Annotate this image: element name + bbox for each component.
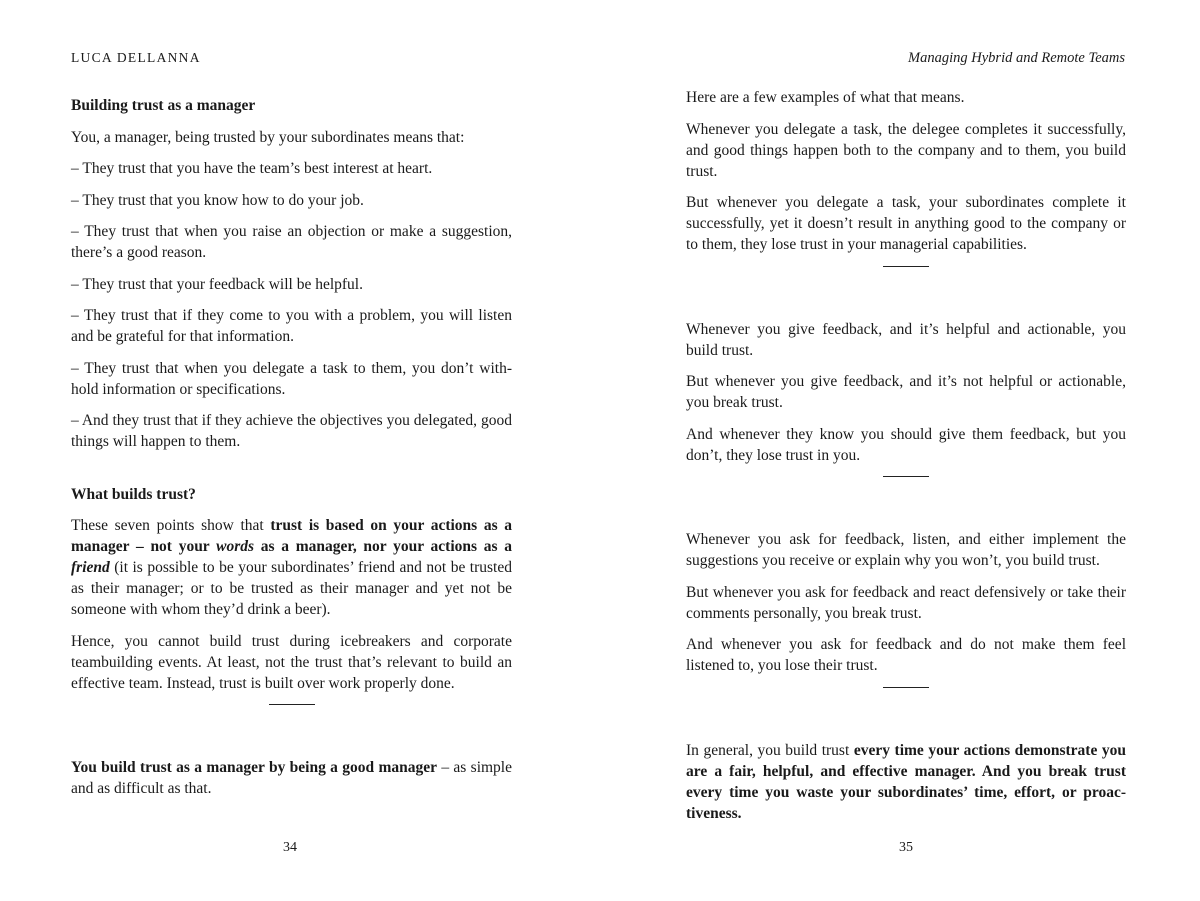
page-number: 35	[899, 840, 913, 855]
section-heading: What builds trust?	[71, 485, 196, 503]
trust-point: – And they trust that if they achieve the objectives you delegated, good things will happen to them.	[71, 412, 512, 450]
trust-point: – They trust that you have the team’s best interest at heart.	[71, 160, 433, 177]
body-paragraph: Here are a few examples of what that means.	[686, 89, 965, 106]
trust-point: – They trust that you know how to do your job.	[71, 191, 364, 209]
running-head-title: Managing Hybrid and Remote Teams	[908, 50, 1125, 66]
trust-point: – They trust that when you delegate a task to them, you don’t with-hold information or specifications.	[71, 359, 512, 398]
left-page-body	[71, 95, 512, 810]
trust-point: – They trust that if they come to you with a problem, you will listen and be grateful for that information.	[71, 307, 512, 345]
body-paragraph: Whenever you ask for feedback, listen, and either implement the suggestions you receive or explain why you won’t, you build trust.	[686, 531, 1126, 569]
section-divider	[883, 266, 929, 267]
body-paragraph: But whenever you give feedback, and it’s not helpful or actionable, you break trust.	[686, 373, 1126, 411]
body-paragraph: And whenever they know you should give them feedback, but you don’t, they lose trust in you.	[686, 425, 1126, 464]
section-divider	[269, 704, 315, 705]
right-page-body	[686, 87, 1126, 834]
body-paragraph: Whenever you delegate a task, the delegee completes it successfully, and good things happen both to the company and to them, you build trust.	[686, 120, 1126, 180]
page-number: 34	[283, 840, 297, 855]
right-page	[600, 0, 1200, 901]
body-paragraph: Hence, you cannot build trust during icebreakers and corporate teambuilding events. At least, not the trust that’s relevant to build an effective team. Instead, trust is built over work properly done.	[71, 632, 512, 692]
body-paragraph: These seven points show that trust is based on your actions as a manager – not your words as a manager, nor your actions as a friend (it is possible to be your subordinates’ friend and not be trusted as their manager; or to be trusted as their manager and yet not be someone with whom they’d drink a beer).	[71, 517, 513, 618]
section-heading: Building trust as a manager	[71, 97, 256, 114]
body-paragraph: And whenever you ask for feedback and do not make them feel listened to, you lose their trust.	[686, 636, 1126, 674]
conclusion-paragraph: In general, you build trust every time your actions demonstrate you are a fair, helpful, and effective manager. And you break trust every time you waste your subordinates’ time, effort, or proac-tiveness.	[686, 741, 1126, 822]
body-paragraph: But whenever you ask for feedback and react defensively or take their comments personally, you break trust.	[686, 583, 1126, 622]
intro-paragraph: You, a manager, being trusted by your subordinates means that:	[71, 128, 465, 146]
body-paragraph: But whenever you delegate a task, your subordinates complete it successfully, yet it doesn’t result in anything good to the company or to them, they lose trust in your managerial capabilities.	[686, 194, 1126, 253]
closing-paragraph: You build trust as a manager by being a good manager – as simple and as difficult as that.	[71, 759, 512, 797]
running-head-author: LUCA DELLANNA	[71, 50, 201, 65]
body-paragraph: Whenever you give feedback, and it’s helpful and actionable, you build trust.	[686, 320, 1126, 359]
trust-point: – They trust that when you raise an objection or make a suggestion, there’s a good reason.	[71, 223, 512, 261]
trust-point: – They trust that your feedback will be helpful.	[71, 275, 363, 293]
section-divider	[883, 687, 929, 688]
section-divider	[883, 476, 929, 477]
